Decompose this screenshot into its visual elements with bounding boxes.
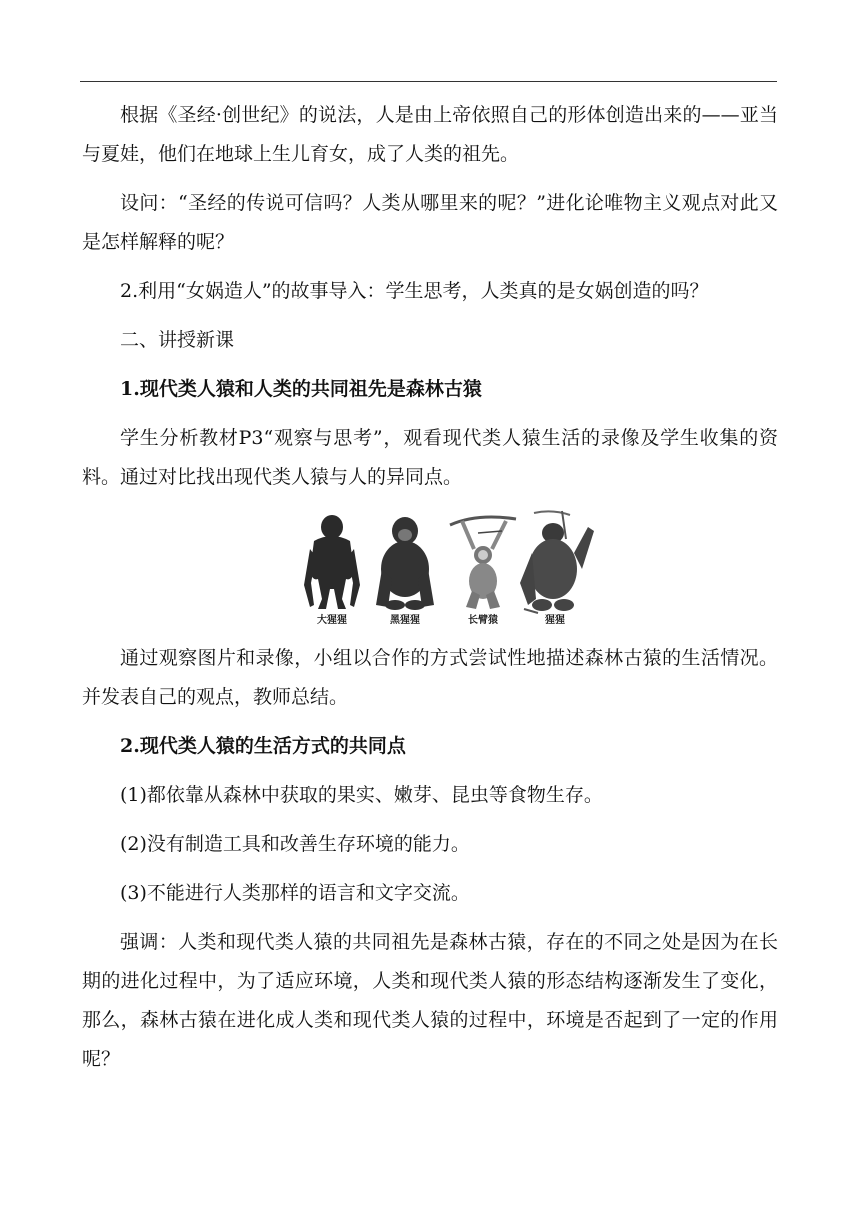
list-item-language: (3)不能进行人类那样的语言和文字交流。 [120,882,470,904]
caption-chimpanzee: 黑猩猩 [390,615,420,625]
list-item-food: (1)都依靠从森林中获取的果实、嫩芽、昆虫等食物生存。 [120,784,603,806]
paragraph-genesis: 根据《圣经·创世纪》的说法，人是由上帝依照自己的形体创造出来的——亚当与夏娃，他们在地球上生儿育女，成了人类的祖先。 [82,104,778,165]
paragraph-analysis: 学生分析教材P3“观察与思考”，观看现代类人猿生活的录像及学生收集的资料。通过对比找出现代类人猿与人的异同点。 [82,427,778,488]
gorilla-image [304,515,360,609]
chimpanzee-image [376,517,434,610]
apes-illustration [302,509,602,625]
orangutan-image [520,511,594,613]
list-item-tools: (2)没有制造工具和改善生存环境的能力。 [120,833,470,855]
document-body [82,96,778,1079]
caption-gibbon: 长臂猿 [468,615,498,625]
caption-orangutan: 猩猩 [545,615,565,625]
paragraph-question: 设问：“圣经的传说可信吗？人类从哪里来的呢？”进化论唯物主义观点对此又是怎样解释的呢？ [82,192,778,253]
gibbon-image [450,517,516,609]
paragraph-observation: 通过观察图片和录像，小组以合作的方式尝试性地描述森林古猿的生活情况。并发表自己的观点，教师总结。 [82,647,778,708]
paragraph-emphasis: 强调：人类和现代类人猿的共同祖先是森林古猿，存在的不同之处是因为在长期的进化过程中，为了适应环境，人类和现代类人猿的形态结构逐渐发生了变化，那么，森林古猿在进化成人类和现代类人猿的过程中，环境是否起到了一定的作用呢？ [82,931,778,1070]
subheading-common-ancestor: 1.现代类人猿和人类的共同祖先是森林古猿 [120,378,482,400]
caption-gorilla: 大猩猩 [317,615,347,625]
section-heading-new-lesson: 二、讲授新课 [120,329,235,351]
header-rule [80,81,777,82]
paragraph-nuwa: 2.利用“女娲造人”的故事导入：学生思考，人类真的是女娲创造的吗？ [120,280,709,302]
apes-figure [82,509,778,625]
subheading-common-lifestyle: 2.现代类人猿的生活方式的共同点 [120,735,406,757]
